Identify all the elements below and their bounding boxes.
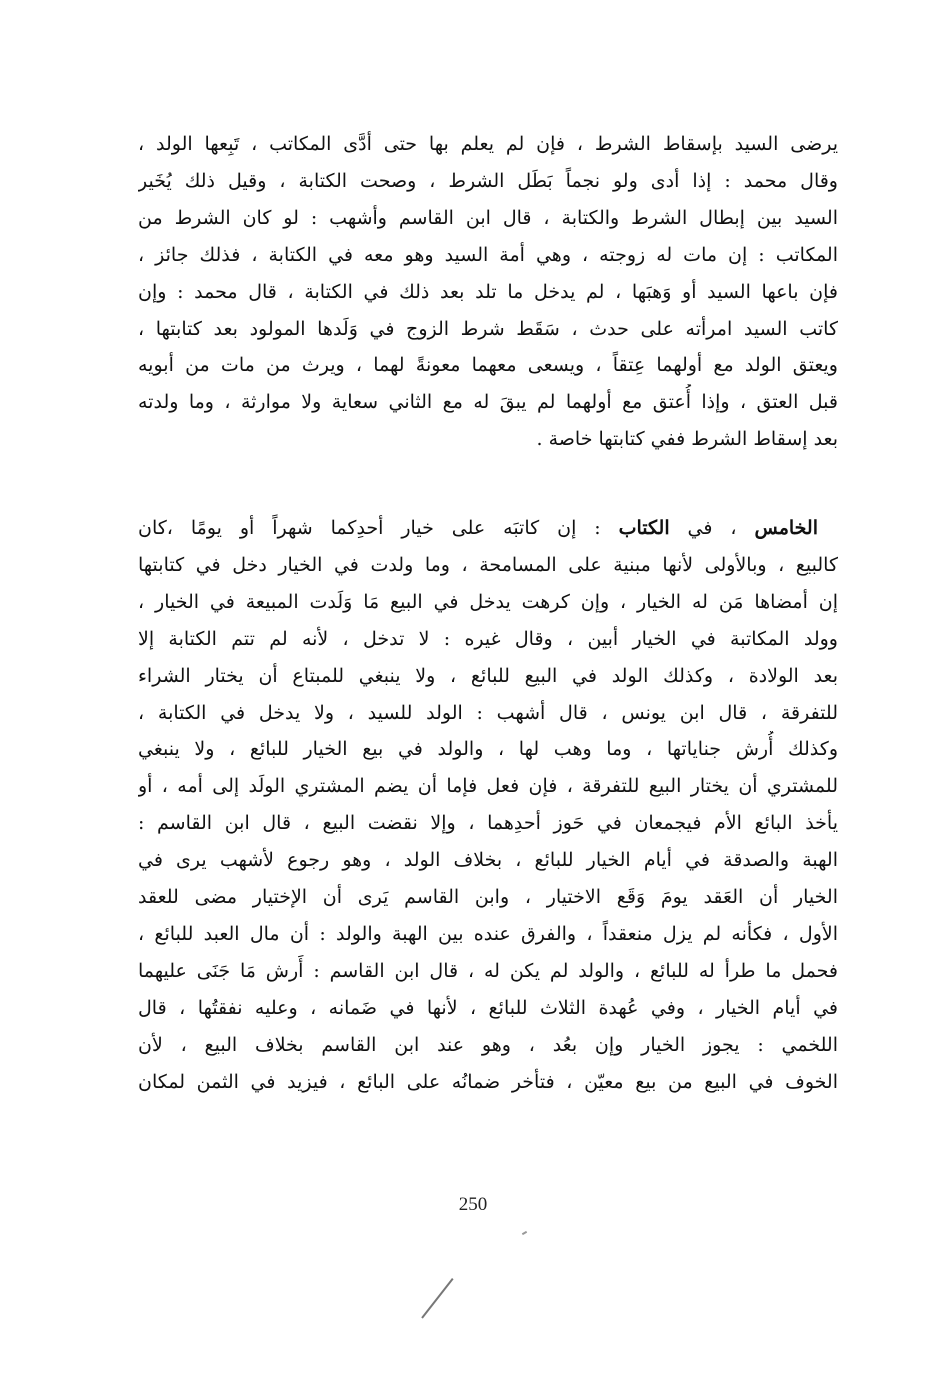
text-line: اللخمي : يجوز الخيار وإن بعُد ، وهو عند ابن القاسم بخلاف البيع ، لأن bbox=[138, 1033, 838, 1056]
text-line: الهبة والصدقة في أيام الخيار للبائع ، بخلاف الولد ، وهو رجوع لأشهب يرى في bbox=[138, 849, 838, 872]
text-line: الأول ، فكأنه لم يزل منعقداً ، والفرق عنده بين الهبة والولد : أن مال العبد للبائع ، bbox=[138, 922, 838, 945]
heading-separator: ، في bbox=[669, 517, 755, 539]
section-heading: الخامس bbox=[754, 517, 818, 539]
scan-artifact bbox=[522, 1231, 527, 1235]
text-line: وقال محمد : إذا أدى ولو نجماً بَطَل الشرط ، وصحت الكتابة ، وقيل ذلك يُخَير bbox=[138, 169, 838, 192]
text-line: الخيار أن العَقد يومَ وَقَع الاختيار ، وابن القاسم يَرى أن الإختيار مضى للعقد bbox=[138, 886, 838, 909]
text-line: قبل العتق ، وإذا أُعتق مع أولهما لم يبقَ له مع الثاني سعاية ولا موارثة ، وما ولدته bbox=[138, 391, 838, 414]
paragraph-2 bbox=[138, 510, 838, 1101]
text-line: وكذلك أُرش جناياتها ، وما وهب لها ، والولد في بيع الخيار للبائع ، ولا ينبغي bbox=[138, 738, 838, 761]
text-line: يأخذ البائع الأم فيجمعان في حَوز أحدِهما ، وإلا نقضت البيع ، قال ابن القاسم : bbox=[138, 812, 838, 835]
text-line: للتفرقة ، قال ابن يونس ، قال أشهب : الولد للسيد ، ولا يدخل في الكتابة ، bbox=[138, 701, 838, 724]
source-heading: الكتاب bbox=[618, 517, 670, 539]
text-line: فإن باعها السيد أو وَهبَها ، لم يدخل ما تلد بعد ذلك في الكتابة ، قال محمد : وإن bbox=[138, 280, 838, 303]
text-line: ويعتق الولد مع أولهما عِتقاً ، ويسعى معهما معونةً لهما ، ويرث من مات من أبويه bbox=[138, 354, 838, 377]
text-line: كالبيع ، وبالأولى لأنها مبنية على المسامحة ، وما ولدت في الخيار دخل في كتابتها bbox=[138, 553, 838, 576]
paragraph-2-first-line bbox=[138, 510, 838, 547]
text-line: يرضى السيد بإسقاط الشرط ، فإن لم يعلم بها حتى أدَّى المكاتب ، تَبِعها الولد ، bbox=[138, 133, 838, 155]
text-line: للمشتري أن يختار البيع للتفرقة ، فإن فعل فإما أن يضم المشتري الولَد إلى أمه ، أو bbox=[138, 775, 838, 798]
text-line: كاتب السيد امرأته على حدث ، سَقَط شرط الزوج في وَلَدها المولود بعد كتابتها ، bbox=[138, 317, 838, 340]
text-line: الخوف في البيع من بيع معيّن ، فتأخر ضمانُه على البائع ، فيزيد في الثمن لمكان bbox=[138, 1070, 838, 1093]
text-line: إن أمضاها مَن له الخيار ، وإن كرهت يدخل في البيع مَا وَلَدت المبيعة في الخيار ، bbox=[138, 590, 838, 613]
lead-text: : إن كاتبَه على خيار أحدِكما شهراً أو يومًا ،كان bbox=[138, 517, 619, 539]
scan-artifact bbox=[421, 1278, 453, 1319]
text-line: فحمل ما طرأ له للبائع ، والولد لم يكن له ، قال ابن القاسم : أَرش مَا جَنَى عليهما bbox=[138, 959, 838, 982]
text-line: المكاتب : إن مات له زوجته ، وهي أمة السيد وهو معه في الكتابة ، فذلك جائز ، bbox=[138, 243, 838, 266]
page-number: 250 bbox=[458, 1194, 488, 1215]
text-line: في أيام الخيار ، وفي عُهدة الثلاث للبائع ، لأنها في ضَمانه ، وعليه نفقتُها ، قال bbox=[138, 996, 838, 1019]
text-line: وولد المكاتبة في الخيار أبين ، وقال غيره : لا تدخل ، لأنه لم تتم الكتابة إلا bbox=[138, 627, 838, 650]
paragraph-1 bbox=[138, 126, 838, 458]
text-line: بعد الولادة ، وكذلك الولد في البيع للبائع ، ولا ينبغي للمبتاع أن يختار الشراء bbox=[138, 664, 838, 687]
text-line: السيد بين إبطال الشرط والكتابة ، قال ابن القاسم وأشهب : لو كان الشرط من bbox=[138, 206, 838, 229]
text-line: بعد إسقاط الشرط ففي كتابتها خاصة . bbox=[536, 428, 838, 451]
